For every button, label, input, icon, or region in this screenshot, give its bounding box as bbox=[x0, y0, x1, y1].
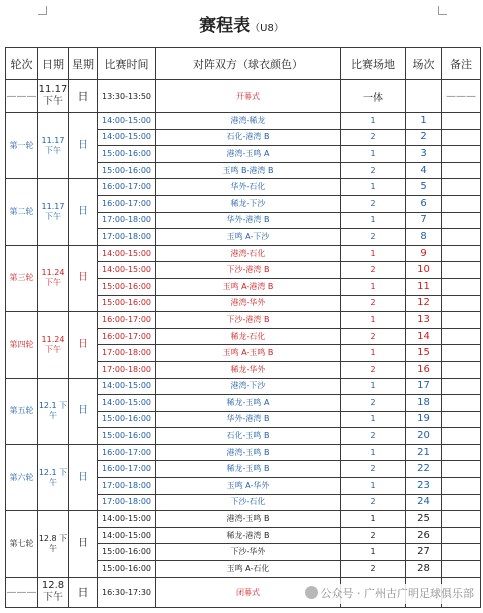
match-remark bbox=[442, 245, 481, 262]
match-remark bbox=[442, 511, 481, 528]
match-time: 15:00-16:00 bbox=[98, 278, 156, 295]
match-teams: 港湾-石化 bbox=[156, 245, 341, 262]
match-field: 2 bbox=[341, 527, 406, 544]
match-teams: 稀龙-下沙 bbox=[156, 195, 341, 212]
match-number: 18 bbox=[406, 395, 442, 412]
match-field: 2 bbox=[341, 428, 406, 445]
column-header-date: 日期 bbox=[38, 48, 69, 80]
opening-date: 11.17 下午 bbox=[38, 80, 69, 113]
round-day: 日 bbox=[69, 179, 98, 245]
match-field: 2 bbox=[341, 162, 406, 179]
match-teams: 华外-港湾 B bbox=[156, 212, 341, 229]
match-teams: 玉鸣 B-港湾 B bbox=[156, 162, 341, 179]
match-remark bbox=[442, 561, 481, 578]
round-day: 日 bbox=[69, 245, 98, 311]
match-teams: 港湾-玉鸣 B bbox=[156, 511, 341, 528]
match-remark bbox=[442, 129, 481, 146]
match-remark bbox=[442, 179, 481, 196]
match-teams: 稀龙-玉鸣 A bbox=[156, 395, 341, 412]
match-remark bbox=[442, 295, 481, 312]
opening-time: 13:30-13:50 bbox=[98, 80, 156, 113]
match-teams: 华外-港湾 B bbox=[156, 411, 341, 428]
match-field: 2 bbox=[341, 195, 406, 212]
match-number: 24 bbox=[406, 494, 442, 511]
match-time: 17:00-18:00 bbox=[98, 478, 156, 495]
opening-round: ——— bbox=[6, 80, 38, 113]
match-remark bbox=[442, 278, 481, 295]
closing-time: 16:30-17:30 bbox=[98, 577, 156, 607]
match-remark bbox=[442, 162, 481, 179]
match-time: 15:00-16:00 bbox=[98, 146, 156, 163]
match-remark bbox=[442, 312, 481, 329]
round-label: 第四轮 bbox=[6, 312, 38, 378]
match-remark bbox=[442, 494, 481, 511]
match-remark bbox=[442, 113, 481, 130]
match-field: 1 bbox=[341, 212, 406, 229]
match-remark bbox=[442, 527, 481, 544]
match-number: 9 bbox=[406, 245, 442, 262]
match-time: 14:00-15:00 bbox=[98, 378, 156, 395]
match-teams: 稀龙-玉鸣 B bbox=[156, 461, 341, 478]
match-number: 22 bbox=[406, 461, 442, 478]
match-remark bbox=[442, 544, 481, 561]
watermark bbox=[302, 584, 478, 604]
round-date: 11.24 下午 bbox=[38, 312, 69, 378]
match-time: 16:00-17:00 bbox=[98, 179, 156, 196]
header-row bbox=[6, 48, 481, 80]
round-label: 第三轮 bbox=[6, 245, 38, 311]
match-number: 19 bbox=[406, 411, 442, 428]
round-day: 日 bbox=[69, 113, 98, 179]
match-number: 16 bbox=[406, 361, 442, 378]
match-teams: 石化-港湾 B bbox=[156, 129, 341, 146]
match-field: 1 bbox=[341, 345, 406, 362]
match-remark bbox=[442, 146, 481, 163]
closing-date: 12.8 下午 bbox=[38, 577, 69, 607]
watermark-text: 公众号 · 广州古广明足球俱乐部 bbox=[320, 587, 474, 600]
round-label: 第一轮 bbox=[6, 113, 38, 179]
round-label: 第七轮 bbox=[6, 511, 38, 577]
round-label: 第五轮 bbox=[6, 378, 38, 444]
match-time: 14:00-15:00 bbox=[98, 245, 156, 262]
column-header-day: 星期 bbox=[69, 48, 98, 80]
match-number: 7 bbox=[406, 212, 442, 229]
closing-round: ——— bbox=[6, 577, 38, 607]
match-number: 27 bbox=[406, 544, 442, 561]
opening-ceremony-label: 开幕式 bbox=[156, 80, 341, 113]
match-remark bbox=[442, 478, 481, 495]
match-teams: 港湾-下沙 bbox=[156, 378, 341, 395]
match-number: 1 bbox=[406, 113, 442, 130]
match-field: 2 bbox=[341, 561, 406, 578]
match-teams: 玉鸣 A-石化 bbox=[156, 561, 341, 578]
match-field: 1 bbox=[341, 411, 406, 428]
match-remark bbox=[442, 395, 481, 412]
match-number: 3 bbox=[406, 146, 442, 163]
column-header-teams: 对阵双方（球衣颜色） bbox=[156, 48, 341, 80]
match-remark bbox=[442, 378, 481, 395]
closing-ceremony-label: 闭幕式 bbox=[156, 577, 341, 607]
match-teams: 港湾-稀龙 bbox=[156, 113, 341, 130]
match-number: 20 bbox=[406, 428, 442, 445]
round-date: 12.8 下午 bbox=[38, 511, 69, 577]
match-remark bbox=[442, 361, 481, 378]
match-number: 15 bbox=[406, 345, 442, 362]
match-remark bbox=[442, 345, 481, 362]
match-field: 2 bbox=[341, 129, 406, 146]
match-time: 16:00-17:00 bbox=[98, 195, 156, 212]
round-day: 日 bbox=[69, 444, 98, 510]
match-time: 15:00-16:00 bbox=[98, 411, 156, 428]
match-time: 14:00-15:00 bbox=[98, 511, 156, 528]
match-time: 17:00-18:00 bbox=[98, 212, 156, 229]
match-row bbox=[6, 312, 481, 329]
match-number: 4 bbox=[406, 162, 442, 179]
match-time: 16:00-17:00 bbox=[98, 312, 156, 329]
match-teams: 下沙-华外 bbox=[156, 544, 341, 561]
match-field: 1 bbox=[341, 278, 406, 295]
match-number: 13 bbox=[406, 312, 442, 329]
match-remark bbox=[442, 328, 481, 345]
match-time: 16:00-17:00 bbox=[98, 444, 156, 461]
match-time: 17:00-18:00 bbox=[98, 345, 156, 362]
match-time: 15:00-16:00 bbox=[98, 295, 156, 312]
match-teams: 稀龙-港湾 B bbox=[156, 527, 341, 544]
match-time: 14:00-15:00 bbox=[98, 262, 156, 279]
match-remark bbox=[442, 461, 481, 478]
match-field: 1 bbox=[341, 113, 406, 130]
match-time: 17:00-18:00 bbox=[98, 494, 156, 511]
match-row bbox=[6, 378, 481, 395]
match-field: 1 bbox=[341, 312, 406, 329]
match-time: 14:00-15:00 bbox=[98, 527, 156, 544]
match-remark bbox=[442, 212, 481, 229]
match-teams: 港湾-华外 bbox=[156, 295, 341, 312]
match-teams: 玉鸣 A-玉鸣 B bbox=[156, 345, 341, 362]
round-label: 第六轮 bbox=[6, 444, 38, 510]
match-number: 6 bbox=[406, 195, 442, 212]
match-remark bbox=[442, 195, 481, 212]
match-time: 17:00-18:00 bbox=[98, 229, 156, 246]
column-header-match-no: 场次 bbox=[406, 48, 442, 80]
match-field: 1 bbox=[341, 544, 406, 561]
column-header-remark: 备注 bbox=[442, 48, 481, 80]
match-field: 1 bbox=[341, 179, 406, 196]
match-teams: 下沙-石化 bbox=[156, 494, 341, 511]
match-field: 2 bbox=[341, 494, 406, 511]
match-field: 2 bbox=[341, 295, 406, 312]
match-teams: 玉鸣 A-港湾 B bbox=[156, 278, 341, 295]
match-number: 26 bbox=[406, 527, 442, 544]
match-time: 16:00-17:00 bbox=[98, 461, 156, 478]
round-date: 12.1 下午 bbox=[38, 444, 69, 510]
round-date: 11.17 下午 bbox=[38, 179, 69, 245]
opening-ceremony-row bbox=[6, 80, 481, 113]
match-field: 2 bbox=[341, 229, 406, 246]
title-text: 赛程表 bbox=[199, 16, 251, 36]
round-label: 第二轮 bbox=[6, 179, 38, 245]
match-row bbox=[6, 511, 481, 528]
match-row bbox=[6, 444, 481, 461]
match-number: 28 bbox=[406, 561, 442, 578]
match-time: 15:00-16:00 bbox=[98, 561, 156, 578]
match-field: 2 bbox=[341, 262, 406, 279]
match-field: 1 bbox=[341, 146, 406, 163]
match-remark bbox=[442, 411, 481, 428]
schedule-body bbox=[6, 80, 481, 608]
column-header-time: 比赛时间 bbox=[98, 48, 156, 80]
match-teams: 港湾-玉鸣 B bbox=[156, 444, 341, 461]
wechat-icon bbox=[305, 586, 318, 599]
match-number: 11 bbox=[406, 278, 442, 295]
match-time: 15:00-16:00 bbox=[98, 428, 156, 445]
match-teams: 下沙-港湾 B bbox=[156, 312, 341, 329]
round-date: 12.1 下午 bbox=[38, 378, 69, 444]
match-teams: 石化-玉鸣 B bbox=[156, 428, 341, 445]
match-number: 2 bbox=[406, 129, 442, 146]
match-number: 5 bbox=[406, 179, 442, 196]
round-day: 日 bbox=[69, 511, 98, 577]
match-teams: 华外-石化 bbox=[156, 179, 341, 196]
match-field: 2 bbox=[341, 461, 406, 478]
match-remark bbox=[442, 229, 481, 246]
round-date: 11.24 下午 bbox=[38, 245, 69, 311]
opening-day: 日 bbox=[69, 80, 98, 113]
opening-field: 一体 bbox=[341, 80, 406, 113]
match-field: 2 bbox=[341, 361, 406, 378]
match-time: 17:00-18:00 bbox=[98, 361, 156, 378]
schedule-table bbox=[5, 47, 481, 608]
match-number: 14 bbox=[406, 328, 442, 345]
match-field: 1 bbox=[341, 444, 406, 461]
match-time: 16:00-17:00 bbox=[98, 328, 156, 345]
match-number: 12 bbox=[406, 295, 442, 312]
match-field: 1 bbox=[341, 478, 406, 495]
match-field: 1 bbox=[341, 511, 406, 528]
match-number: 25 bbox=[406, 511, 442, 528]
match-field: 2 bbox=[341, 328, 406, 345]
match-teams: 稀龙-石化 bbox=[156, 328, 341, 345]
match-number: 21 bbox=[406, 444, 442, 461]
match-teams: 港湾-玉鸣 A bbox=[156, 146, 341, 163]
match-teams: 玉鸣 A-下沙 bbox=[156, 229, 341, 246]
match-time: 14:00-15:00 bbox=[98, 113, 156, 130]
column-header-field: 比赛场地 bbox=[341, 48, 406, 80]
match-time: 14:00-15:00 bbox=[98, 395, 156, 412]
round-day: 日 bbox=[69, 312, 98, 378]
round-day: 日 bbox=[69, 378, 98, 444]
match-time: 15:00-16:00 bbox=[98, 544, 156, 561]
title-subtitle: （U8） bbox=[250, 23, 284, 34]
match-row bbox=[6, 245, 481, 262]
match-number: 10 bbox=[406, 262, 442, 279]
match-remark bbox=[442, 428, 481, 445]
match-time: 14:00-15:00 bbox=[98, 129, 156, 146]
match-number: 23 bbox=[406, 478, 442, 495]
match-row bbox=[6, 113, 481, 130]
match-teams: 稀龙-华外 bbox=[156, 361, 341, 378]
match-remark bbox=[442, 262, 481, 279]
closing-day: 日 bbox=[69, 577, 98, 607]
match-teams: 玉鸣 A-华外 bbox=[156, 478, 341, 495]
page-title bbox=[0, 10, 483, 42]
column-header-round: 轮次 bbox=[6, 48, 38, 80]
match-time: 15:00-16:00 bbox=[98, 162, 156, 179]
round-date: 11.17 下午 bbox=[38, 113, 69, 179]
opening-remark: ——— bbox=[442, 80, 481, 113]
match-field: 1 bbox=[341, 245, 406, 262]
match-remark bbox=[442, 444, 481, 461]
opening-match-no bbox=[406, 80, 442, 113]
match-row bbox=[6, 179, 481, 196]
match-teams: 下沙-港湾 B bbox=[156, 262, 341, 279]
match-number: 8 bbox=[406, 229, 442, 246]
match-field: 2 bbox=[341, 395, 406, 412]
match-number: 17 bbox=[406, 378, 442, 395]
match-field: 1 bbox=[341, 378, 406, 395]
